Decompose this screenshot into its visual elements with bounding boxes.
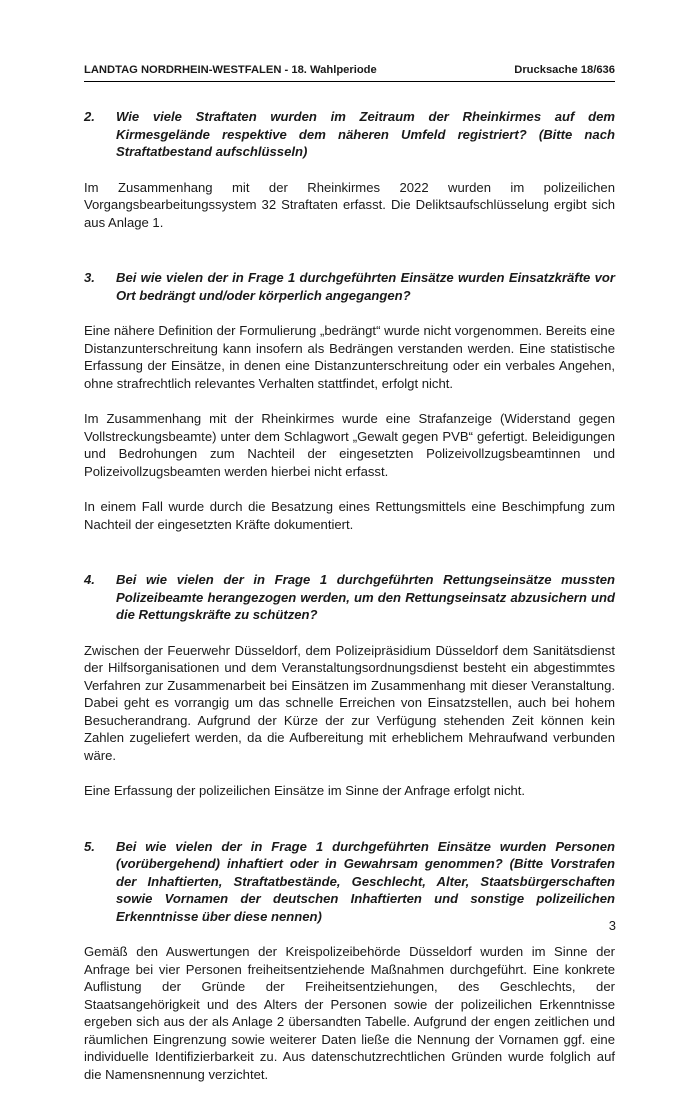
question-number: 3.: [84, 270, 95, 285]
answer-paragraph: Zwischen der Feuerwehr Düsseldorf, dem Polizeipräsidium Düsseldorf dem Sanitätsdienst der Hilfsorganisationen und dem Veranstaltungsordnungsdienst besteht ein abgestimmtes Verfahren zur Zusammenarbeit bei Einsätzen im Zusammenhang mit dieser Veranstaltung. Dabei geht es vorrangig um das schnelle Erreichen von Einsatzstellen, auch bei hohem Besucherandrang. Aufgrund der Kürze der zur Verfügung stehenden Zeit können kein Zahlen zugeliefert werden, da die Aufbereitung mit erheblichem Mehraufwand verbunden wäre.: [84, 642, 615, 763]
answer-paragraph: In einem Fall wurde durch die Besatzung eines Rettungsmittels eine Beschimpfung zum Nachteil der eingesetzten Kräfte dokumentiert.: [84, 499, 615, 532]
question-number: 5.: [84, 838, 95, 854]
question-number: 2.: [84, 109, 95, 124]
question-number: 4.: [84, 572, 95, 587]
answer-paragraph: Eine Erfassung der polizeilichen Einsätze im Sinne der Anfrage erfolgt nicht.: [84, 783, 526, 798]
question-text: Bei wie vielen der in Frage 1 durchgeführten Einsätze wurden Einsatzkräfte vor Ort bedrängt und/oder körperlich angegangen?: [116, 270, 615, 303]
answer-paragraph: Eine nähere Definition der Formulierung „bedrängt“ wurde nicht vorgenommen. Bereits eine Distanzunterschreitung kann insofern als Bedrängen verstanden werden. Eine statistische Erfassung der Einsätze, in denen eine Distanzunterschreitung oder ein verbales Angehen, ohne strafrechtlich relevantes Verhalten stattfindet, erfolgt nicht.: [84, 323, 615, 391]
question-5: [84, 838, 615, 926]
answer-paragraph: Im Zusammenhang mit der Rheinkirmes wurde eine Strafanzeige (Widerstand gegen Vollstreckungsbeamte) unter dem Schlagwort „Gewalt gegen PVB“ gefertigt. Beleidigungen und Bedrohungen zum Nachteil der eingesetzten Polizeivollzugsbeamtinnen und Polizeivollzugsbeamten werden hierbei nicht erfasst.: [84, 411, 615, 479]
question-text: Bei wie vielen der in Frage 1 durchgeführten Einsätze wurden Personen (vorübergehend) inhaftiert oder in Gewahrsam genommen? (Bitte Vorstrafen der Inhaftierten, Straftatbestände, Geschlecht, Alter, Staatsbürgerschaften sowie Vornamen der deutschen Inhaftierten und sonstige polizeilichen Erkenntnisse über diese nennen): [116, 838, 615, 924]
question-text: Wie viele Straftaten wurden im Zeitraum der Rheinkirmes auf dem Kirmesgelände respektive dem näheren Umfeld registriert? (Bitte nach Straftatbestand aufschlüsseln): [116, 109, 615, 159]
page-number: 3: [608, 918, 616, 933]
document-body: [84, 108, 615, 1101]
question-3: [84, 269, 615, 304]
page-header: [84, 64, 615, 82]
header-document-number: Drucksache 18/636: [514, 64, 615, 76]
question-2: [84, 108, 615, 161]
answer-paragraph: Gemäß den Auswertungen der Kreispolizeibehörde Düsseldorf wurden im Sinne der Anfrage bei vier Personen freiheitsentziehende Maßnahmen durchgeführt. Eine konkrete Auflistung der Gründe der Freiheitsentziehungen, des Geschlechts, der Staatsangehörigkeit und des Alters der Personen sowie der polizeilichen Erkenntnisse ergeben sich aus der als Anlage 2 übersandten Tabelle. Aufgrund der engen zeitlichen und räumlichen Eingrenzung sowie weiterer Daten ließe die Nennung der Vornamen ggf. eine individuelle Identifizierbarkeit zu. Aus datenschutzrechtlichen Gründen wurde folglich auf die Namensnennung verzichtet.: [84, 944, 615, 1082]
header-parliament: LANDTAG NORDRHEIN-WESTFALEN - 18. Wahlperiode: [84, 64, 377, 76]
answer-paragraph: Im Zusammenhang mit der Rheinkirmes 2022 wurden im polizeilichen Vorgangsbearbeitungssystem 32 Straftaten erfasst. Die Deliktsaufschlüsselung ergibt sich aus Anlage 1.: [84, 179, 615, 230]
question-text: Bei wie vielen der in Frage 1 durchgeführten Rettungseinsätze mussten Polizeibeamte herangezogen werden, um den Rettungseinsatz abzusichern und die Rettungskräfte zu schützen?: [116, 572, 615, 622]
question-4: [84, 571, 615, 624]
